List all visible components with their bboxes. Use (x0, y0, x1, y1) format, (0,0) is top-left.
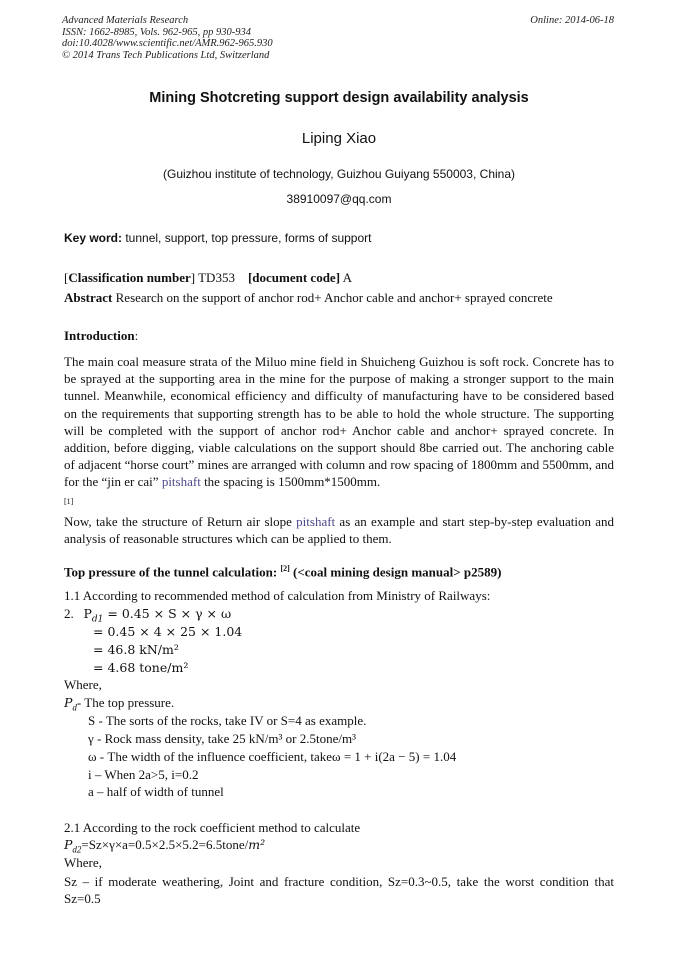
copyright: © 2014 Trans Tech Publications Ltd, Switzerland (62, 49, 270, 61)
where-2: Where, (64, 855, 102, 870)
equation-number: 2. (64, 606, 74, 621)
where-1: Where, (64, 677, 102, 692)
pd-definition (64, 695, 174, 713)
online-date: Online: 2014-06-18 (530, 15, 614, 26)
intro-heading (64, 328, 138, 344)
abstract-label: Abstract (64, 290, 113, 305)
keywords-label: Key word: (64, 231, 123, 245)
intro-p1-text: The main coal measure strata of the Miluo mine field in Shuicheng Guizhou is soft rock. Concrete has to be sprayed at the supporting area in the mine for the purpose of making a stronger support to the main tunnel. Meanwhile, economical efficiency and difficulty of manufacturing have to be considered based on the requirements that supporting strength has to be able to hold the whole structure. The supporting will be completed with the support of anchor rod+ Anchor cable and anchor+ sprayed concrete. In addition, before digging, viable calculations on the support should 8be carried out. The anchoring cable of adjacent “horse court” mines are arranged with column and row spacing of 1800mm and 5500mm, and for the “jin er cai” (64, 354, 614, 490)
equation-line-2: = 0.45 × 4 × 25 × 1.04 (93, 624, 243, 639)
classification-line (64, 270, 352, 286)
intro-heading-colon: : (134, 328, 139, 343)
gamma-definition: γ - Rock mass density, take 25 kN/m³ or 2.5tone/m³ (88, 731, 356, 746)
pd2-subscript: d2 (72, 844, 82, 855)
a-definition: a – half of width of tunnel (88, 784, 224, 799)
pd2-symbol: P (64, 837, 73, 852)
equation-1 (83, 606, 232, 625)
paper-title: Mining Shotcreting support design availability analysis (149, 90, 529, 106)
classification-label: Classification number (68, 270, 191, 285)
equation-line-3: = 46.8 kN/m² (93, 642, 179, 657)
sz-definition: Sz – if moderate weathering, Joint and fracture condition, Sz=0.3~0.5, take the worst condition that Sz=0.5 (64, 874, 614, 907)
pd-text: - The top pressure. (76, 695, 175, 710)
eq1-rhs: = 0.45 × S × γ × ω (103, 606, 232, 621)
section2-ref: [2] (280, 564, 290, 573)
s-definition: S - The sorts of the rocks, take IV or S=4 as example. (88, 713, 367, 728)
method-1-1: 1.1 According to recommended method of calculation from Ministry of Railways: (64, 588, 491, 603)
i-definition: i – When 2a>5, i=0.2 (88, 767, 199, 782)
intro-p2-pitshaft: pitshaft (296, 514, 336, 529)
abstract (64, 290, 553, 306)
equation-line-1 (64, 606, 231, 625)
keywords (64, 231, 371, 245)
journal-header (62, 15, 273, 61)
intro-paragraph-2 (64, 513, 614, 547)
equation-line-4: = 4.68 tone/m² (93, 660, 189, 675)
omega-definition: ω - The width of the influence coefficient, takeω = 1 + i(2a − 5) = 1.04 (88, 749, 457, 764)
document-code-label: [document code] (247, 270, 341, 285)
method-2-1: 2.1 According to the rock coefficient method to calculate (64, 820, 361, 835)
pd2-rhs: =Sz×γ×a=0.5×2.5×5.2=6.5tone/ (81, 837, 249, 852)
intro-p2-b: as an example and start step-by-step evaluation and analysis of reasonable structures which can be applied to them. (64, 514, 614, 547)
pd2-unit: m² (248, 837, 266, 852)
document-code-value: A (340, 270, 352, 285)
intro-heading-text: Introduction (64, 328, 135, 343)
eq1-symbol: P (83, 606, 92, 621)
classification-value: ] TD353 (190, 270, 235, 285)
intro-p1-ref: [1] (64, 496, 74, 506)
pd2-equation (64, 837, 265, 855)
pd-subscript: d (72, 702, 77, 713)
affiliation: (Guizhou institute of technology, Guizhou Guiyang 550003, China) (163, 167, 515, 181)
pd-symbol: P (64, 695, 73, 710)
intro-p1-pitshaft: pitshaft (161, 474, 201, 490)
keywords-text: tunnel, support, top pressure, forms of support (122, 231, 372, 245)
intro-p1-end: the spacing is 1500mm*1500mm. (200, 474, 381, 490)
section2-heading-text: Top pressure of the tunnel calculation: (64, 564, 281, 580)
author-email: 38910097@qq.com (286, 192, 392, 206)
classification-open: [ (64, 270, 69, 285)
issn: ISSN: 1662-8985, Vols. 962-965, pp 930-934 (62, 26, 251, 38)
doi: doi:10.4028/www.scientific.net/AMR.962-965.930 (62, 38, 273, 49)
section2-heading-end: (<coal mining design manual> p2589) (289, 564, 502, 580)
eq1-subscript: d1 (91, 614, 104, 625)
intro-paragraph-1 (64, 353, 614, 510)
intro-p2-a: Now, take the structure of Return air slope (64, 514, 297, 529)
journal-name: Advanced Materials Research (62, 15, 189, 26)
author-name: Liping Xiao (301, 130, 377, 147)
section-top-pressure-heading (64, 564, 501, 580)
abstract-text: Research on the support of anchor rod+ Anchor cable and anchor+ sprayed concrete (112, 290, 553, 305)
